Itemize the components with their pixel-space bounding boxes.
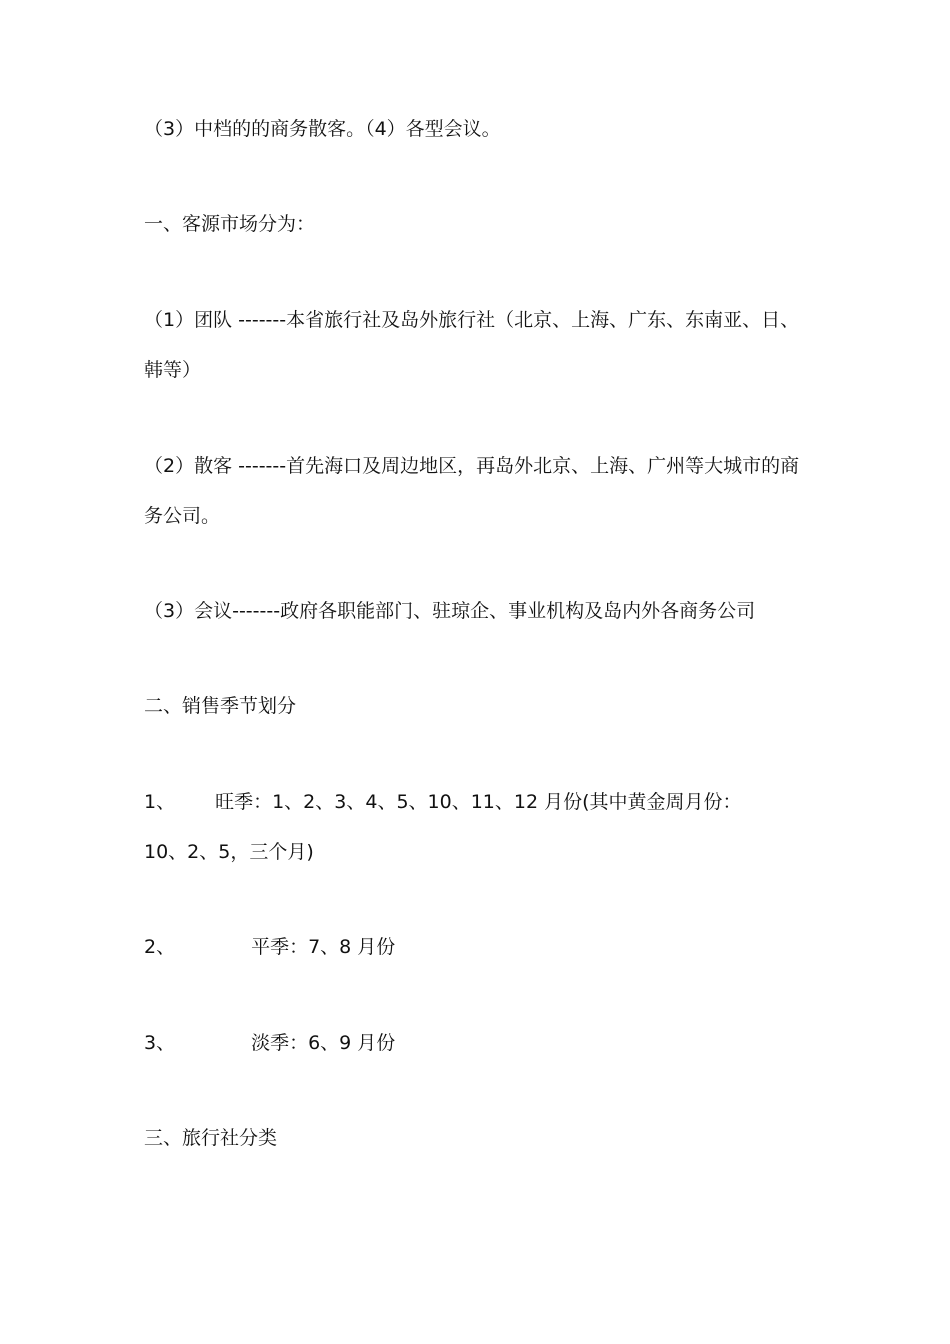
heading-travel-agency: 三、旅行社分类 [144,1127,278,1149]
item-group-line-1: （1）团队 -------本省旅行社及岛外旅行社（北京、上海、广东、东南亚、日、 [144,309,800,331]
season-low-text: 淡季：6、9 月份 [251,1032,396,1054]
season-peak-line-1 [144,790,824,814]
season-normal-text: 平季：7、8 月份 [251,936,396,958]
season-normal-number: 2、 [144,936,176,958]
item-group-line-2: 韩等） [144,359,202,381]
season-peak-text: 旺季：1、2、3、4、5、10、11、12 月份(其中黄金周月份： [215,791,742,813]
heading-source-market: 一、客源市场分为： [144,213,316,235]
season-normal-line [144,935,824,959]
heading-sales-season: 二、销售季节划分 [144,695,297,717]
item-individual-line-1: （2）散客 -------首先海口及周边地区，再岛外北京、上海、广州等大城市的商 [144,455,800,477]
item-individual-line-2: 务公司。 [144,505,221,527]
season-low-number: 3、 [144,1032,176,1054]
season-low-line [144,1031,824,1055]
item-meeting-line: （3）会议-------政府各职能部门、驻琼企、事业机构及岛内外各商务公司 [144,600,756,622]
season-peak-number: 1、 [144,791,176,813]
intro-line: （3）中档的的商务散客。（4）各型会议。 [144,118,501,140]
season-peak-line-2: 10、2、5，三个月) [144,841,314,863]
